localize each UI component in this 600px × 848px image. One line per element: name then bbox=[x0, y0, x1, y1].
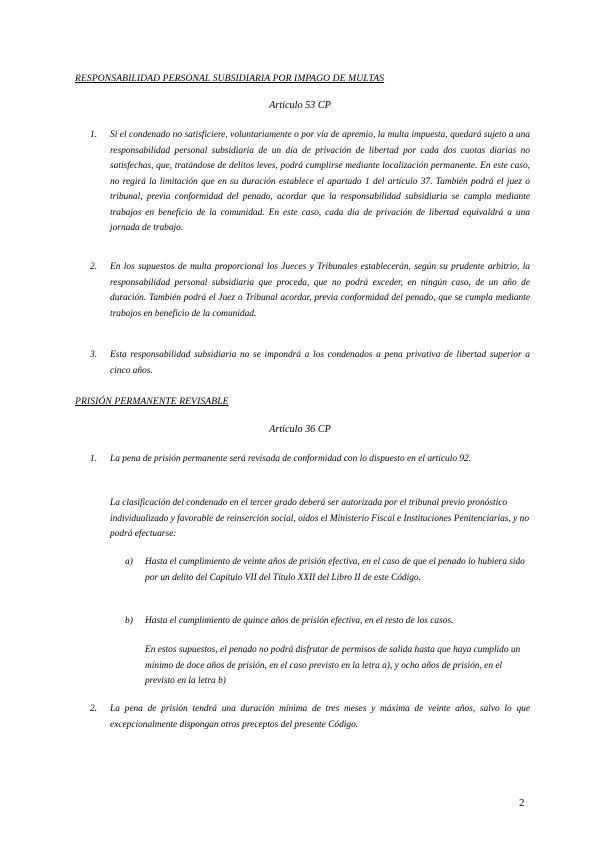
paragraph-clasificacion: La clasificación del condenado en el tercer grado deberá ser autorizada por el tribunal previo pronóstico individualizado y favorable de reinserción social, oídos el Ministerio Fiscal e Instituciones Penitenciarias, y no podrá efectuarse: bbox=[110, 498, 530, 539]
list-number: 2. bbox=[90, 704, 98, 714]
list-text: Esta responsabilidad subsidiaria no se impondrá a los condenados a pena privativa de libertad superior a cinco años. bbox=[110, 350, 530, 376]
article-title-53: Artículo 53 CP bbox=[269, 100, 331, 111]
article-title-36: Artículo 36 CP bbox=[269, 424, 331, 435]
list-item bbox=[90, 348, 530, 379]
list-number: 3. bbox=[90, 350, 98, 360]
section-heading-prision: PRISIÓN PERMANENTE REVISABLE bbox=[75, 396, 229, 407]
list-number: 1. bbox=[90, 130, 98, 140]
list-text: Si el condenado no satisficiere, voluntariamente o por vía de apremio, la multa impuesta, quedará sujeto a una responsabilidad personal subsidiaria de un día de privación de libertad por cada dos cuotas diarias no satisfechas, que, tratándose de delitos leves, podrá cumplirse mediante localización permanente. En este caso, no regirá la limitación que en su duración establece el apartado 1 del artículo 37. También podrá el juez o tribunal, previa conformidad del penado, acordar que la responsabilidad subsidiaria se cumpla mediante trabajos en beneficio de la comunidad. En este caso, cada día de privación de libertad equivaldrá a una jornada de trabajo. bbox=[110, 130, 530, 233]
paragraph-permisos: En estos supuestos, el penado no podrá disfrutar de permisos de salida hasta que haya cumplido un mínimo de doce años de prisión, en el caso previsto en la letra a), y ocho años de prisión, en el previsto en la letra b) bbox=[145, 645, 521, 686]
sub-letter: a) bbox=[125, 557, 133, 567]
page-number: 2 bbox=[519, 797, 525, 809]
list-text: La pena de prisión permanente será revisada de conformidad con lo dispuesto en el artículo 92. bbox=[110, 454, 472, 464]
list-item bbox=[90, 128, 530, 237]
sub-text: Hasta el cumplimiento de quince años de prisión efectiva, en el resto de los casos. bbox=[145, 616, 454, 626]
list-number: 2. bbox=[90, 262, 98, 272]
sub-item-b bbox=[125, 614, 530, 630]
list-item bbox=[90, 260, 530, 322]
sub-letter: b) bbox=[125, 616, 133, 626]
list-text: La pena de prisión tendrá una duración mínima de tres meses y máxima de veinte años, salvo lo que excepcionalmente dispongan otros preceptos del presente Código. bbox=[110, 704, 530, 730]
list-item bbox=[90, 452, 530, 468]
sub-item-a bbox=[125, 555, 530, 586]
list-item bbox=[90, 702, 530, 733]
list-text: En los supuestos de multa proporcional los Jueces y Tribunales establecerán, según su prudente arbitrio, la responsabilidad personal subsidiaria que proceda, que no podrá exceder, en ningún caso, de un año de duración. También podrá el Juez o Tribunal acordar, previa conformidad del penado, que se cumpla mediante trabajos en beneficio de la comunidad. bbox=[110, 262, 530, 319]
section-heading-multas: RESPONSABILIDAD PERSONAL SUBSIDIARIA POR IMPAGO DE MULTAS bbox=[75, 73, 385, 84]
sub-text: Hasta el cumplimiento de veinte años de prisión efectiva, en el caso de que el penado lo hubiera sido por un delito del Capítulo VII del Título XXII del Libro II de este Código. bbox=[145, 557, 525, 583]
list-number: 1. bbox=[90, 454, 98, 464]
